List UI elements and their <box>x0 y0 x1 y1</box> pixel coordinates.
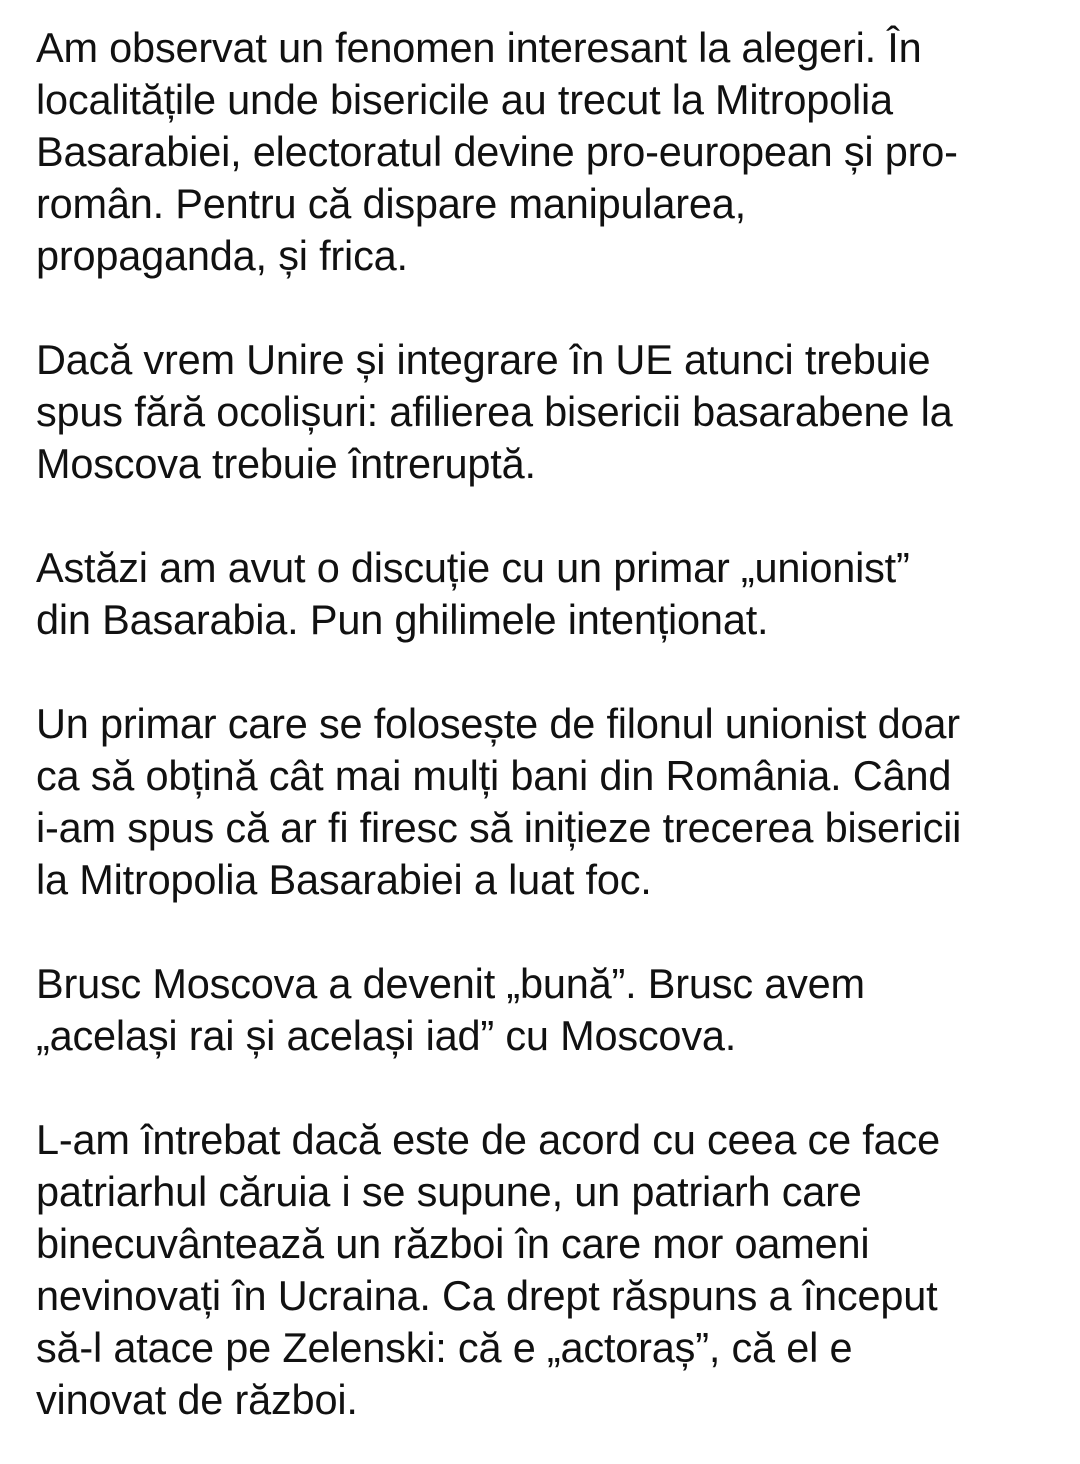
paragraph-gap <box>36 490 1056 542</box>
text-line: ca să obțină cât mai mulți bani din România. Când <box>36 752 952 799</box>
text-line: L-am întrebat dacă este de acord cu ceea ce face <box>36 1116 940 1163</box>
paragraph-gap <box>36 1062 1056 1114</box>
paragraph-gap <box>36 646 1056 698</box>
text-line: „același rai și același iad” cu Moscova. <box>36 1012 737 1059</box>
text-line: nevinovați în Ucraina. Ca drept răspuns a început <box>36 1272 938 1319</box>
text-line: Moscova trebuie întreruptă. <box>36 440 536 487</box>
text-line: la Mitropolia Basarabiei a luat foc. <box>36 856 652 903</box>
text-line: Basarabiei, electoratul devine pro-european și pro- <box>36 128 958 175</box>
text-line: Un primar care se folosește de filonul unionist doar <box>36 700 960 747</box>
text-line: propaganda, și frica. <box>36 232 408 279</box>
text-line: patriarhul căruia i se supune, un patriarh care <box>36 1168 862 1215</box>
paragraph-gap <box>36 906 1056 958</box>
paragraph-2 <box>36 334 1056 490</box>
text-line: Brusc Moscova a devenit „bună”. Brusc avem <box>36 960 865 1007</box>
text-line: spus fără ocolișuri: afilierea bisericii basarabene la <box>36 388 953 435</box>
text-line: Am observat un fenomen interesant la alegeri. În <box>36 24 922 71</box>
note-text <box>36 22 1056 1426</box>
paragraph-4 <box>36 698 1056 906</box>
text-line: din Basarabia. Pun ghilimele intenționat. <box>36 596 769 643</box>
text-line: să-l atace pe Zelenski: că e „actoraș”, că el e <box>36 1324 853 1371</box>
paragraph-gap <box>36 282 1056 334</box>
paragraph-1 <box>36 22 1056 282</box>
text-line: român. Pentru că dispare manipularea, <box>36 180 747 227</box>
paragraph-6 <box>36 1114 1056 1426</box>
text-line: vinovat de război. <box>36 1376 358 1423</box>
paragraph-5 <box>36 958 1056 1062</box>
paragraph-3 <box>36 542 1056 646</box>
text-line: Dacă vrem Unire și integrare în UE atunci trebuie <box>36 336 931 383</box>
text-line: binecuvântează un război în care mor oameni <box>36 1220 870 1267</box>
text-line: i-am spus că ar fi firesc să inițieze trecerea bisericii <box>36 804 962 851</box>
text-line: localitățile unde bisericile au trecut la Mitropolia <box>36 76 893 123</box>
text-line: Astăzi am avut o discuție cu un primar „unionist” <box>36 544 910 591</box>
